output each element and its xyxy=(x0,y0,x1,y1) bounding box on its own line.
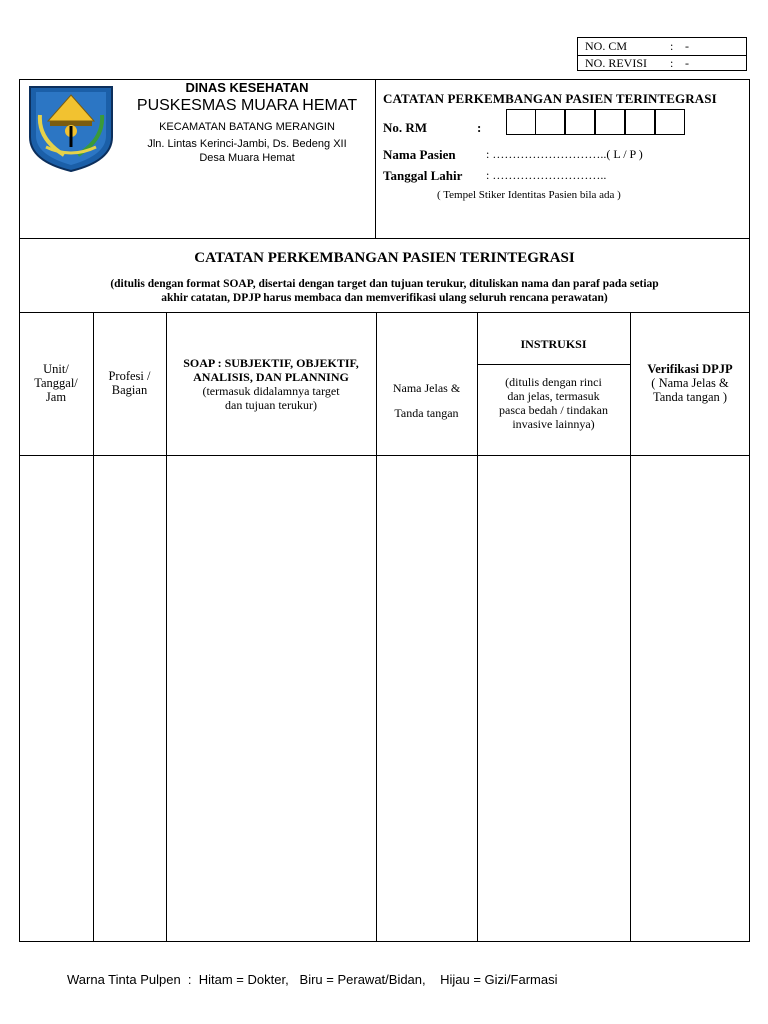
institution-name: PUSKESMAS MUARA HEMAT xyxy=(136,97,358,114)
profesi-entry-cell[interactable] xyxy=(94,456,166,941)
ink-color-legend: Warna Tinta Pulpen : Hitam = Dokter, Biru = Perawat/Bidan, Hijau = Gizi/Farmasi xyxy=(67,972,558,987)
rm-digit-box[interactable] xyxy=(595,109,625,135)
district-name: KECAMATAN BATANG MERANGIN xyxy=(159,121,335,133)
address-line1: Jln. Lintas Kerinci-Jambi, Ds. Bedeng XII xyxy=(147,138,347,150)
rm-digit-box[interactable] xyxy=(506,109,536,135)
unit-entry-cell[interactable] xyxy=(20,456,93,941)
patient-name-label: Nama Pasien xyxy=(383,147,456,162)
rm-label: No. RM xyxy=(383,120,428,135)
rm-digit-box[interactable] xyxy=(625,109,655,135)
col-header-unit: Unit/ Tanggal/ Jam xyxy=(34,362,78,404)
rm-digit-box[interactable] xyxy=(655,109,685,135)
dob-field[interactable]: : ……………………….. xyxy=(486,168,607,182)
institution-logo xyxy=(24,81,118,173)
address-line2: Desa Muara Hemat xyxy=(199,152,295,164)
instruksi-divider xyxy=(477,364,630,365)
nama-entry-cell[interactable] xyxy=(377,456,477,941)
dob-label: Tanggal Lahir xyxy=(383,168,463,183)
dept-name: DINAS KESEHATAN xyxy=(185,80,309,95)
no-cm-label: NO. CM xyxy=(585,39,628,53)
form-instruction-line2: akhir catatan, DPJP harus membaca dan memverifikasi ulang seluruh rencana perawatan) xyxy=(161,292,608,304)
no-cm-value: - xyxy=(685,39,689,53)
no-revisi-label: NO. REVISI xyxy=(585,56,647,70)
no-revisi-value: - xyxy=(685,56,689,70)
rm-sep: : xyxy=(477,120,482,135)
soap-entry-cell[interactable] xyxy=(167,456,376,941)
document-control-box xyxy=(577,37,747,71)
sticker-note: ( Tempel Stiker Identitas Pasien bila ada ) xyxy=(437,189,621,201)
patient-name-field[interactable]: : ………………………..( L / P ) xyxy=(486,147,643,161)
rm-digit-box[interactable] xyxy=(565,109,595,135)
rm-digit-box[interactable] xyxy=(535,109,565,135)
col-header-nama: Nama Jelas & Tanda tangan xyxy=(392,381,461,420)
col-header-instruksi-note: (ditulis dengan rinci dan jelas, termasuk pasca bedah / tindakan invasive lainnya) xyxy=(499,375,608,431)
verifikasi-entry-cell[interactable] xyxy=(631,456,749,941)
col-header-instruksi: INSTRUKSI xyxy=(520,337,587,351)
form-instruction-line1: (ditulis dengan format SOAP, disertai dengan target dan tujuan terukur, dituliskan nama dan paraf pada setiap xyxy=(110,278,659,290)
instruksi-entry-cell[interactable] xyxy=(478,456,630,941)
no-cm-sep: : xyxy=(670,39,674,53)
no-revisi-sep: : xyxy=(670,56,674,70)
col-header-profesi: Profesi / Bagian xyxy=(108,369,151,397)
form-title: CATATAN PERKEMBANGAN PASIEN TERINTEGRASI xyxy=(194,250,575,266)
patient-box-title: CATATAN PERKEMBANGAN PASIEN TERINTEGRASI xyxy=(383,91,717,106)
col-header-verifikasi: Verifikasi DPJP ( Nama Jelas & Tanda tangan ) xyxy=(647,362,733,404)
col-header-soap: SOAP : SUBJEKTIF, OBJEKTIF, ANALISIS, DAN PLANNING (termasuk didalamnya target dan tujuan terukur) xyxy=(183,356,359,412)
